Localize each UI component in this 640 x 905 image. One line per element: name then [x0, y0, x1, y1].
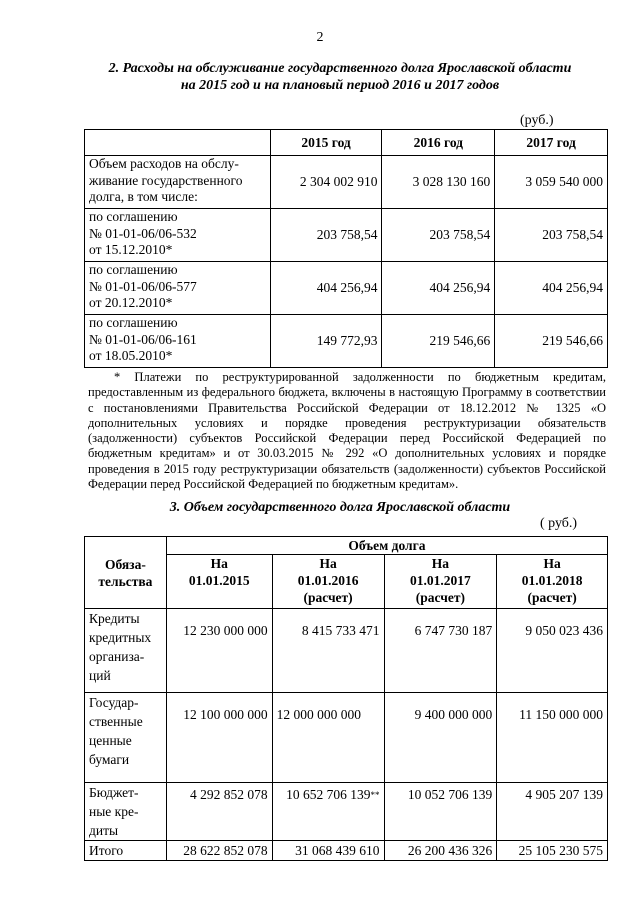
row-label-line: по соглашению	[89, 315, 178, 330]
header-cell-2015: 2015 год	[270, 130, 382, 156]
value-cell: 8 415 733 471	[272, 609, 384, 693]
section-2-unit: (руб.)	[520, 113, 554, 128]
value-cell: 31 068 439 610	[272, 841, 384, 861]
row-label-line: организа-	[89, 649, 145, 664]
value-cell: 28 622 852 078	[166, 841, 272, 861]
row-label: Итого	[85, 841, 167, 861]
table-row	[85, 156, 608, 209]
date-header-line: 01.01.2018	[521, 573, 583, 588]
value-cell: 26 200 436 326	[384, 841, 497, 861]
value-cell: 12 230 000 000	[166, 609, 272, 693]
table-header-row	[85, 537, 608, 555]
row-label-line: ственные	[89, 714, 143, 729]
total-row	[85, 841, 608, 861]
row-label-line: ценные	[89, 733, 132, 748]
row-label-line: живание государственного	[89, 172, 243, 188]
date-header-line: (расчет)	[527, 590, 577, 605]
header-cell-empty	[85, 130, 271, 156]
date-header-line: На	[210, 556, 228, 571]
row-label-line: кредитных	[89, 630, 152, 645]
row-label-line: бумаги	[89, 752, 130, 767]
value-cell: 3 059 540 000	[495, 156, 608, 209]
header-cell-2016: 2016 год	[382, 130, 495, 156]
date-header-line: На	[543, 556, 561, 571]
value-cell: 203 758,54	[382, 209, 495, 262]
date-header-line: 01.01.2016	[297, 573, 359, 588]
value-cell: 25 105 230 575	[497, 841, 608, 861]
row-label-line: Государ-	[89, 695, 139, 710]
value-cell: 4 905 207 139	[497, 783, 608, 841]
row-label-line: Бюджет-	[89, 785, 139, 800]
value-cell: 3 028 130 160	[382, 156, 495, 209]
row-label	[85, 262, 271, 315]
date-header	[166, 555, 272, 609]
date-header-line: 01.01.2017	[410, 573, 471, 588]
value-cell: 2 304 002 910	[270, 156, 382, 209]
value-cell: 219 546,66	[495, 315, 608, 368]
debt-volume-header: Объем долга	[166, 537, 607, 555]
value-text: 10 652 706 139	[286, 787, 371, 802]
row-label-line: от 15.12.2010*	[89, 242, 173, 257]
section-3-unit: ( руб.)	[540, 516, 578, 531]
row-label-line: № 01-01-06/06-532	[89, 225, 197, 241]
row-label-line: по соглашению	[89, 209, 178, 224]
date-header-line: (расчет)	[415, 590, 465, 605]
date-header-line: На	[431, 556, 449, 571]
obligations-header-line: тельства	[98, 573, 153, 589]
row-label-line: Кредиты	[89, 611, 140, 626]
table-row	[85, 209, 608, 262]
value-cell: 149 772,93	[270, 315, 382, 368]
row-label-line: ций	[89, 668, 111, 683]
page-number: 2	[316, 30, 324, 45]
row-label-line: диты	[89, 823, 119, 838]
value-cell: 12 000 000 000	[272, 693, 384, 783]
value-cell: 9 400 000 000	[384, 693, 497, 783]
value-cell: 4 292 852 078	[166, 783, 272, 841]
row-label-line: ные кре-	[89, 804, 139, 819]
row-label-line: от 20.12.2010*	[89, 295, 173, 310]
state-debt-volume-table	[84, 536, 608, 861]
value-cell: 404 256,94	[382, 262, 495, 315]
header-cell-2017: 2017 год	[495, 130, 608, 156]
date-header-line: На	[319, 556, 337, 571]
row-label-line: № 01-01-06/06-577	[89, 278, 197, 294]
row-label	[85, 209, 271, 262]
value-cell: 219 546,66	[382, 315, 495, 368]
value-cell: 10 052 706 139	[384, 783, 497, 841]
footnote-mark: **	[370, 790, 380, 800]
value-cell: 203 758,54	[270, 209, 382, 262]
date-header-line: (расчет)	[303, 590, 353, 605]
row-label	[85, 783, 167, 841]
row-label-line: № 01-01-06/06-161	[89, 331, 197, 347]
date-header	[497, 555, 608, 609]
row-label-line: по соглашению	[89, 262, 178, 277]
obligations-header	[85, 537, 167, 609]
table-row	[85, 693, 608, 783]
debt-service-expenses-table	[84, 129, 608, 368]
date-header	[272, 555, 384, 609]
date-header-line: 01.01.2015	[188, 573, 250, 588]
value-cell: 6 747 730 187	[384, 609, 497, 693]
table-row	[85, 262, 608, 315]
table-row	[85, 315, 608, 368]
table-row	[85, 609, 608, 693]
row-label-line: Объем расходов на обслу-	[89, 156, 239, 171]
obligations-header-line: Обяза-	[104, 556, 146, 572]
value-cell: 404 256,94	[270, 262, 382, 315]
value-cell: 11 150 000 000	[497, 693, 608, 783]
footnote: * Платежи по реструктурированной задолженности по бюджетным кредитам, предоставленным из федерального бюджета, включены в настоящую Программу в соответствии с постановлениями Правительства Российской Федерации от 18.12.2012 № 1325 «О дополнительных условиях и порядке проведения реструктуризации обязательств (задолженности) субъектов Российской Федерации перед Российской Федерацией по бюджетным кредитам» и от 30.03.2015 № 292 «О дополнительных условиях и порядке проведения в 2015 году реструктуризации обязательств (задолженности) субъектов Российской Федерации перед Российской Федерацией по бюджетным кредитам».	[88, 370, 606, 492]
row-label	[85, 693, 167, 783]
value-cell: 404 256,94	[495, 262, 608, 315]
table-header-row	[85, 130, 608, 156]
value-cell: 9 050 023 436	[497, 609, 608, 693]
section-2-title-line-1: 2. Расходы на обслуживание государственного долга Ярославской области	[108, 61, 572, 76]
value-cell: 12 100 000 000	[166, 693, 272, 783]
section-2-title	[60, 60, 620, 94]
row-label	[85, 156, 271, 209]
row-label	[85, 315, 271, 368]
section-3-title: 3. Объем государственного долга Ярославской области	[169, 500, 511, 515]
row-label-line: от 18.05.2010*	[89, 348, 173, 363]
date-header	[384, 555, 497, 609]
value-cell: 203 758,54	[495, 209, 608, 262]
row-label	[85, 609, 167, 693]
row-label-line: долга, в том числе:	[89, 189, 198, 204]
table-row	[85, 783, 608, 841]
section-2-title-line-2: на 2015 год и на плановый период 2016 и 2017 годов	[180, 78, 500, 93]
value-cell	[272, 783, 384, 841]
